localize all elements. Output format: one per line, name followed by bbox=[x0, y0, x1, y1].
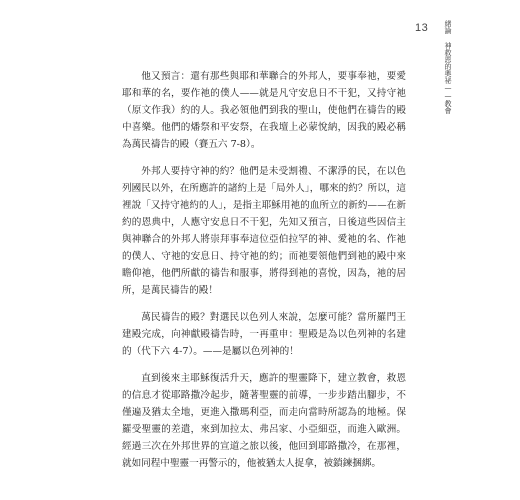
paragraph: 他又預言：還有那些與耶和華聯合的外邦人，要事奉祂，要愛耶和華的名，要作祂的僕人——就是凡守安息日不干犯，又持守祂（原文作我）約的人。我必領他們到我的聖山，使他們在禱告的殿中喜樂。他們的燔祭和平安祭，在我壇上必蒙悅納，因我的殿必稱為萬民禱告的殿（賽五六 7-8）。 bbox=[122, 71, 406, 150]
body-text bbox=[122, 68, 406, 472]
paragraph: 直到後來主耶穌復活升天，應許的聖靈降下，建立教會，救恩的信息才從耶路撒冷起步，隨著聖靈的前導，一步步踏出腳步，不僅遍及猶太全地，更進入撒瑪利亞，而走向當時所認為的地極。保羅受聖靈的差遣，來到加拉太、弗呂家、小亞細亞，而進入歐洲。經過三次在外邦世界的宣道之旅以後，他回到耶路撒冷，在那裡，就如同程中聖靈一再警示的，他被猶太人捉拿，被鎖鍊捆綁。 bbox=[122, 373, 406, 469]
paragraph: 萬民禱告的殿？對選民以色列人來說，怎麼可能？當所羅門王建殿完成，向神獻殿禱告時，一再重申：聖殿是為以色列神的名建的（代下六 4-7）。——是屬以色列神的！ bbox=[122, 312, 406, 357]
page-number: 13 bbox=[415, 22, 429, 34]
running-header-title: 緒論 神救恩的奧祕——教會 bbox=[444, 20, 452, 114]
paragraph: 外邦人要持守神的約？他們是未受割禮、不潔淨的民，在以色列國民以外，在所應許的諸約上是「局外人」，哪來的約？所以，這裡說「又持守祂約的人」，是指主耶穌用祂的血所立的新約——在新約的恩典中，人應守安息日不干犯，先知又預言，日後這些因信主與神聯合的外邦人將崇拜事奉這位亞伯拉罕的神、愛祂的名、作祂的僕人、守祂的安息日、持守祂的約；而祂要領他們到祂的殿中來瞻仰祂，他們所獻的禱告和服事，將得到祂的喜悅，因為，祂的居所，是萬民禱告的殿！ bbox=[122, 166, 406, 296]
